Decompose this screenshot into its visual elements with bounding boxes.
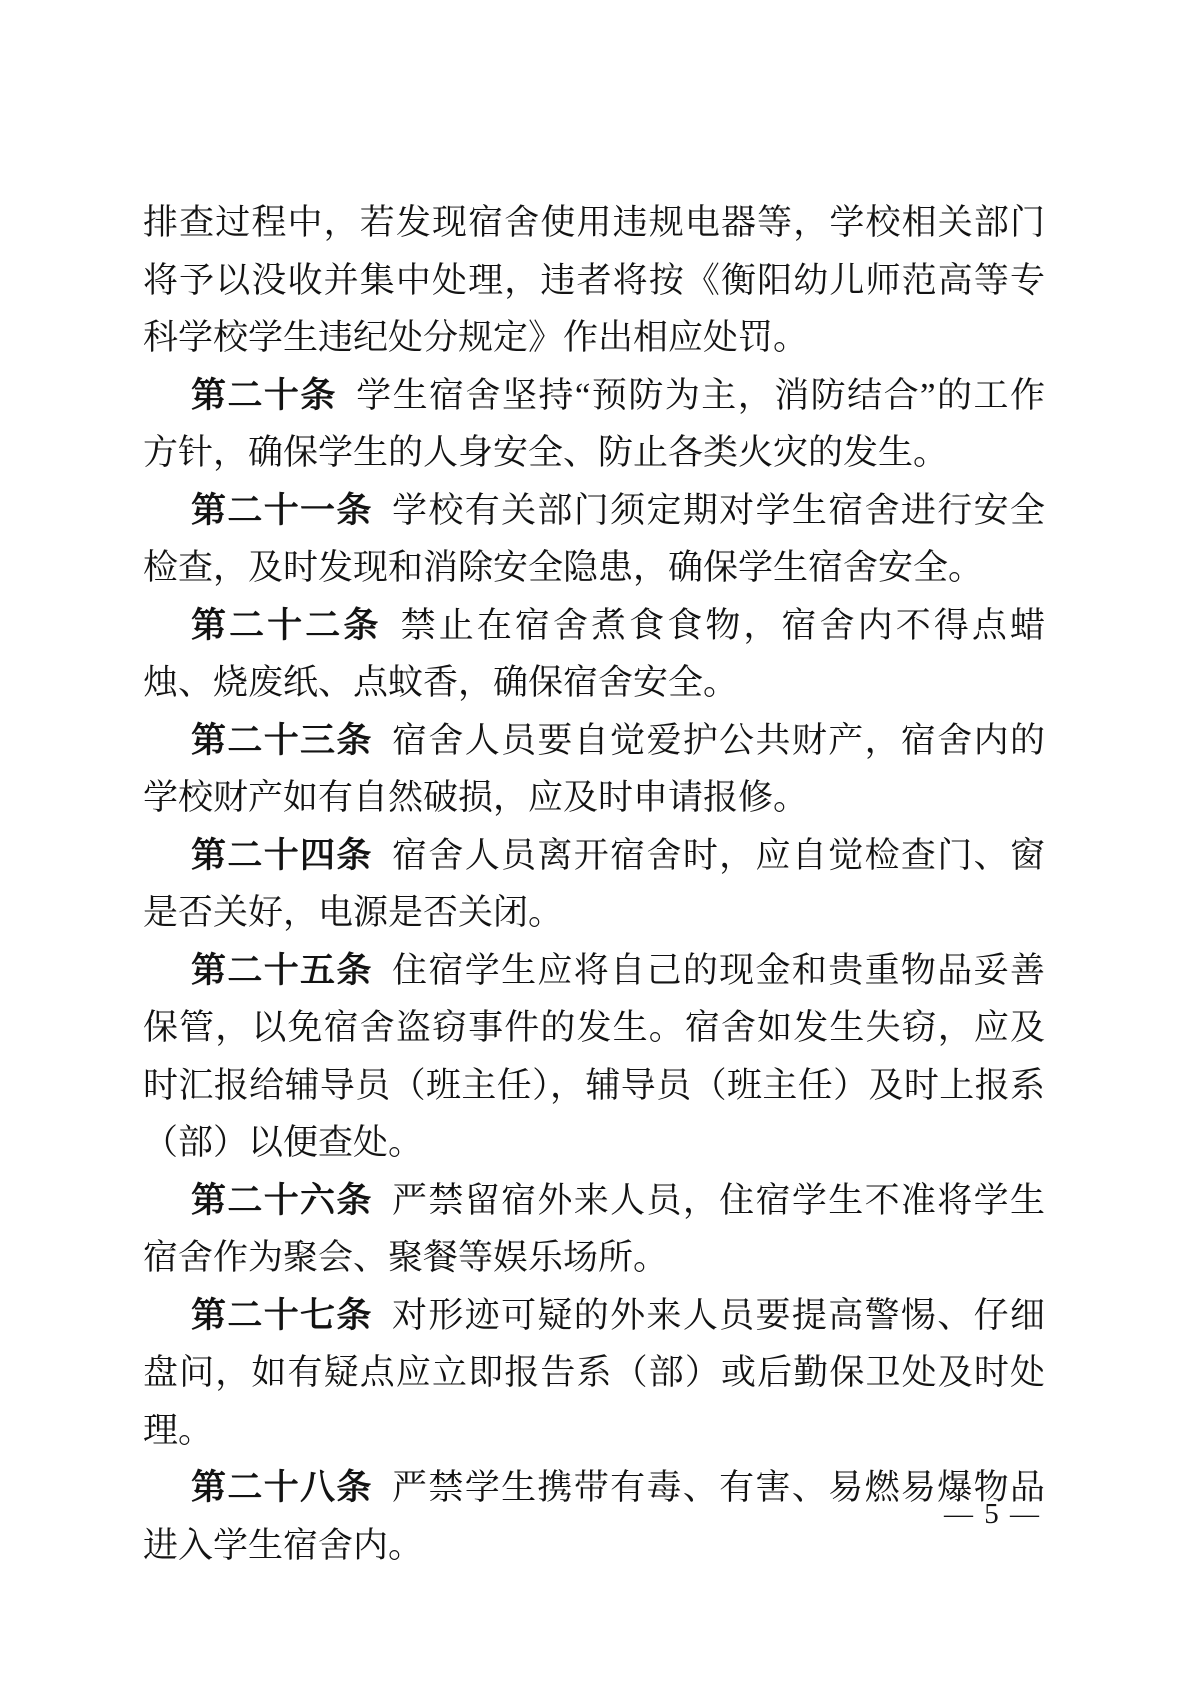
- paragraph-article-28: [143, 1459, 1045, 1574]
- article-number: 第二十二条: [191, 605, 382, 645]
- article-number: 第二十六条: [191, 1180, 373, 1220]
- article-number: 第二十三条: [191, 720, 373, 760]
- paragraph-text: 对形迹可疑的外来人员要提高警惕、仔细盘问，如有疑点应立即报告系（部）或后勤保卫处及时处理。: [143, 1295, 1045, 1450]
- paragraph-text: 排查过程中，若发现宿舍使用违规电器等，学校相关部门将予以没收并集中处理，违者将按《衡阳幼儿师范高等专科学校学生违纪处分规定》作出相应处罚。: [143, 203, 1045, 357]
- document-body: [143, 194, 1045, 1574]
- paragraph-text: 禁止在宿舍煮食食物，宿舍内不得点蜡烛、烧废纸、点蚊香，确保宿舍安全。: [143, 605, 1045, 702]
- paragraph-article-20: [143, 367, 1045, 482]
- paragraph-text: 住宿学生应将自己的现金和贵重物品妥善保管，以免宿舍盗窃事件的发生。宿舍如发生失窃，应及时汇报给辅导员（班主任），辅导员（班主任）及时上报系（部）以便查处。: [143, 950, 1045, 1162]
- paragraph-text: 严禁学生携带有毒、有害、易燃易爆物品进入学生宿舍内。: [143, 1468, 1045, 1565]
- article-number: 第二十五条: [191, 950, 373, 990]
- paragraph-article-22: [143, 597, 1045, 712]
- paragraph-text: 宿舍人员要自觉爱护公共财产，宿舍内的学校财产如有自然破损，应及时申请报修。: [143, 720, 1045, 817]
- paragraph-article-26: [143, 1172, 1045, 1287]
- article-number: 第二十条: [191, 375, 337, 415]
- paragraph-article-23: [143, 712, 1045, 827]
- paragraph-text: 学生宿舍坚持“预防为主，消防结合”的工作方针，确保学生的人身安全、防止各类火灾的发生。: [143, 375, 1045, 472]
- page-number: — 5 —: [944, 1498, 1041, 1530]
- article-number: 第二十四条: [191, 835, 373, 875]
- paragraph-text: 宿舍人员离开宿舍时，应自觉检查门、窗是否关好，电源是否关闭。: [143, 835, 1045, 932]
- paragraph-continuation: [143, 194, 1045, 367]
- article-number: 第二十七条: [191, 1295, 373, 1335]
- paragraph-article-25: [143, 942, 1045, 1172]
- article-number: 第二十一条: [191, 490, 373, 530]
- paragraph-article-21: [143, 482, 1045, 597]
- paragraph-text: 严禁留宿外来人员，住宿学生不准将学生宿舍作为聚会、聚餐等娱乐场所。: [143, 1180, 1045, 1277]
- paragraph-text: 学校有关部门须定期对学生宿舍进行安全检查，及时发现和消除安全隐患，确保学生宿舍安全。: [143, 490, 1045, 587]
- paragraph-article-27: [143, 1287, 1045, 1460]
- paragraph-article-24: [143, 827, 1045, 942]
- article-number: 第二十八条: [191, 1468, 373, 1507]
